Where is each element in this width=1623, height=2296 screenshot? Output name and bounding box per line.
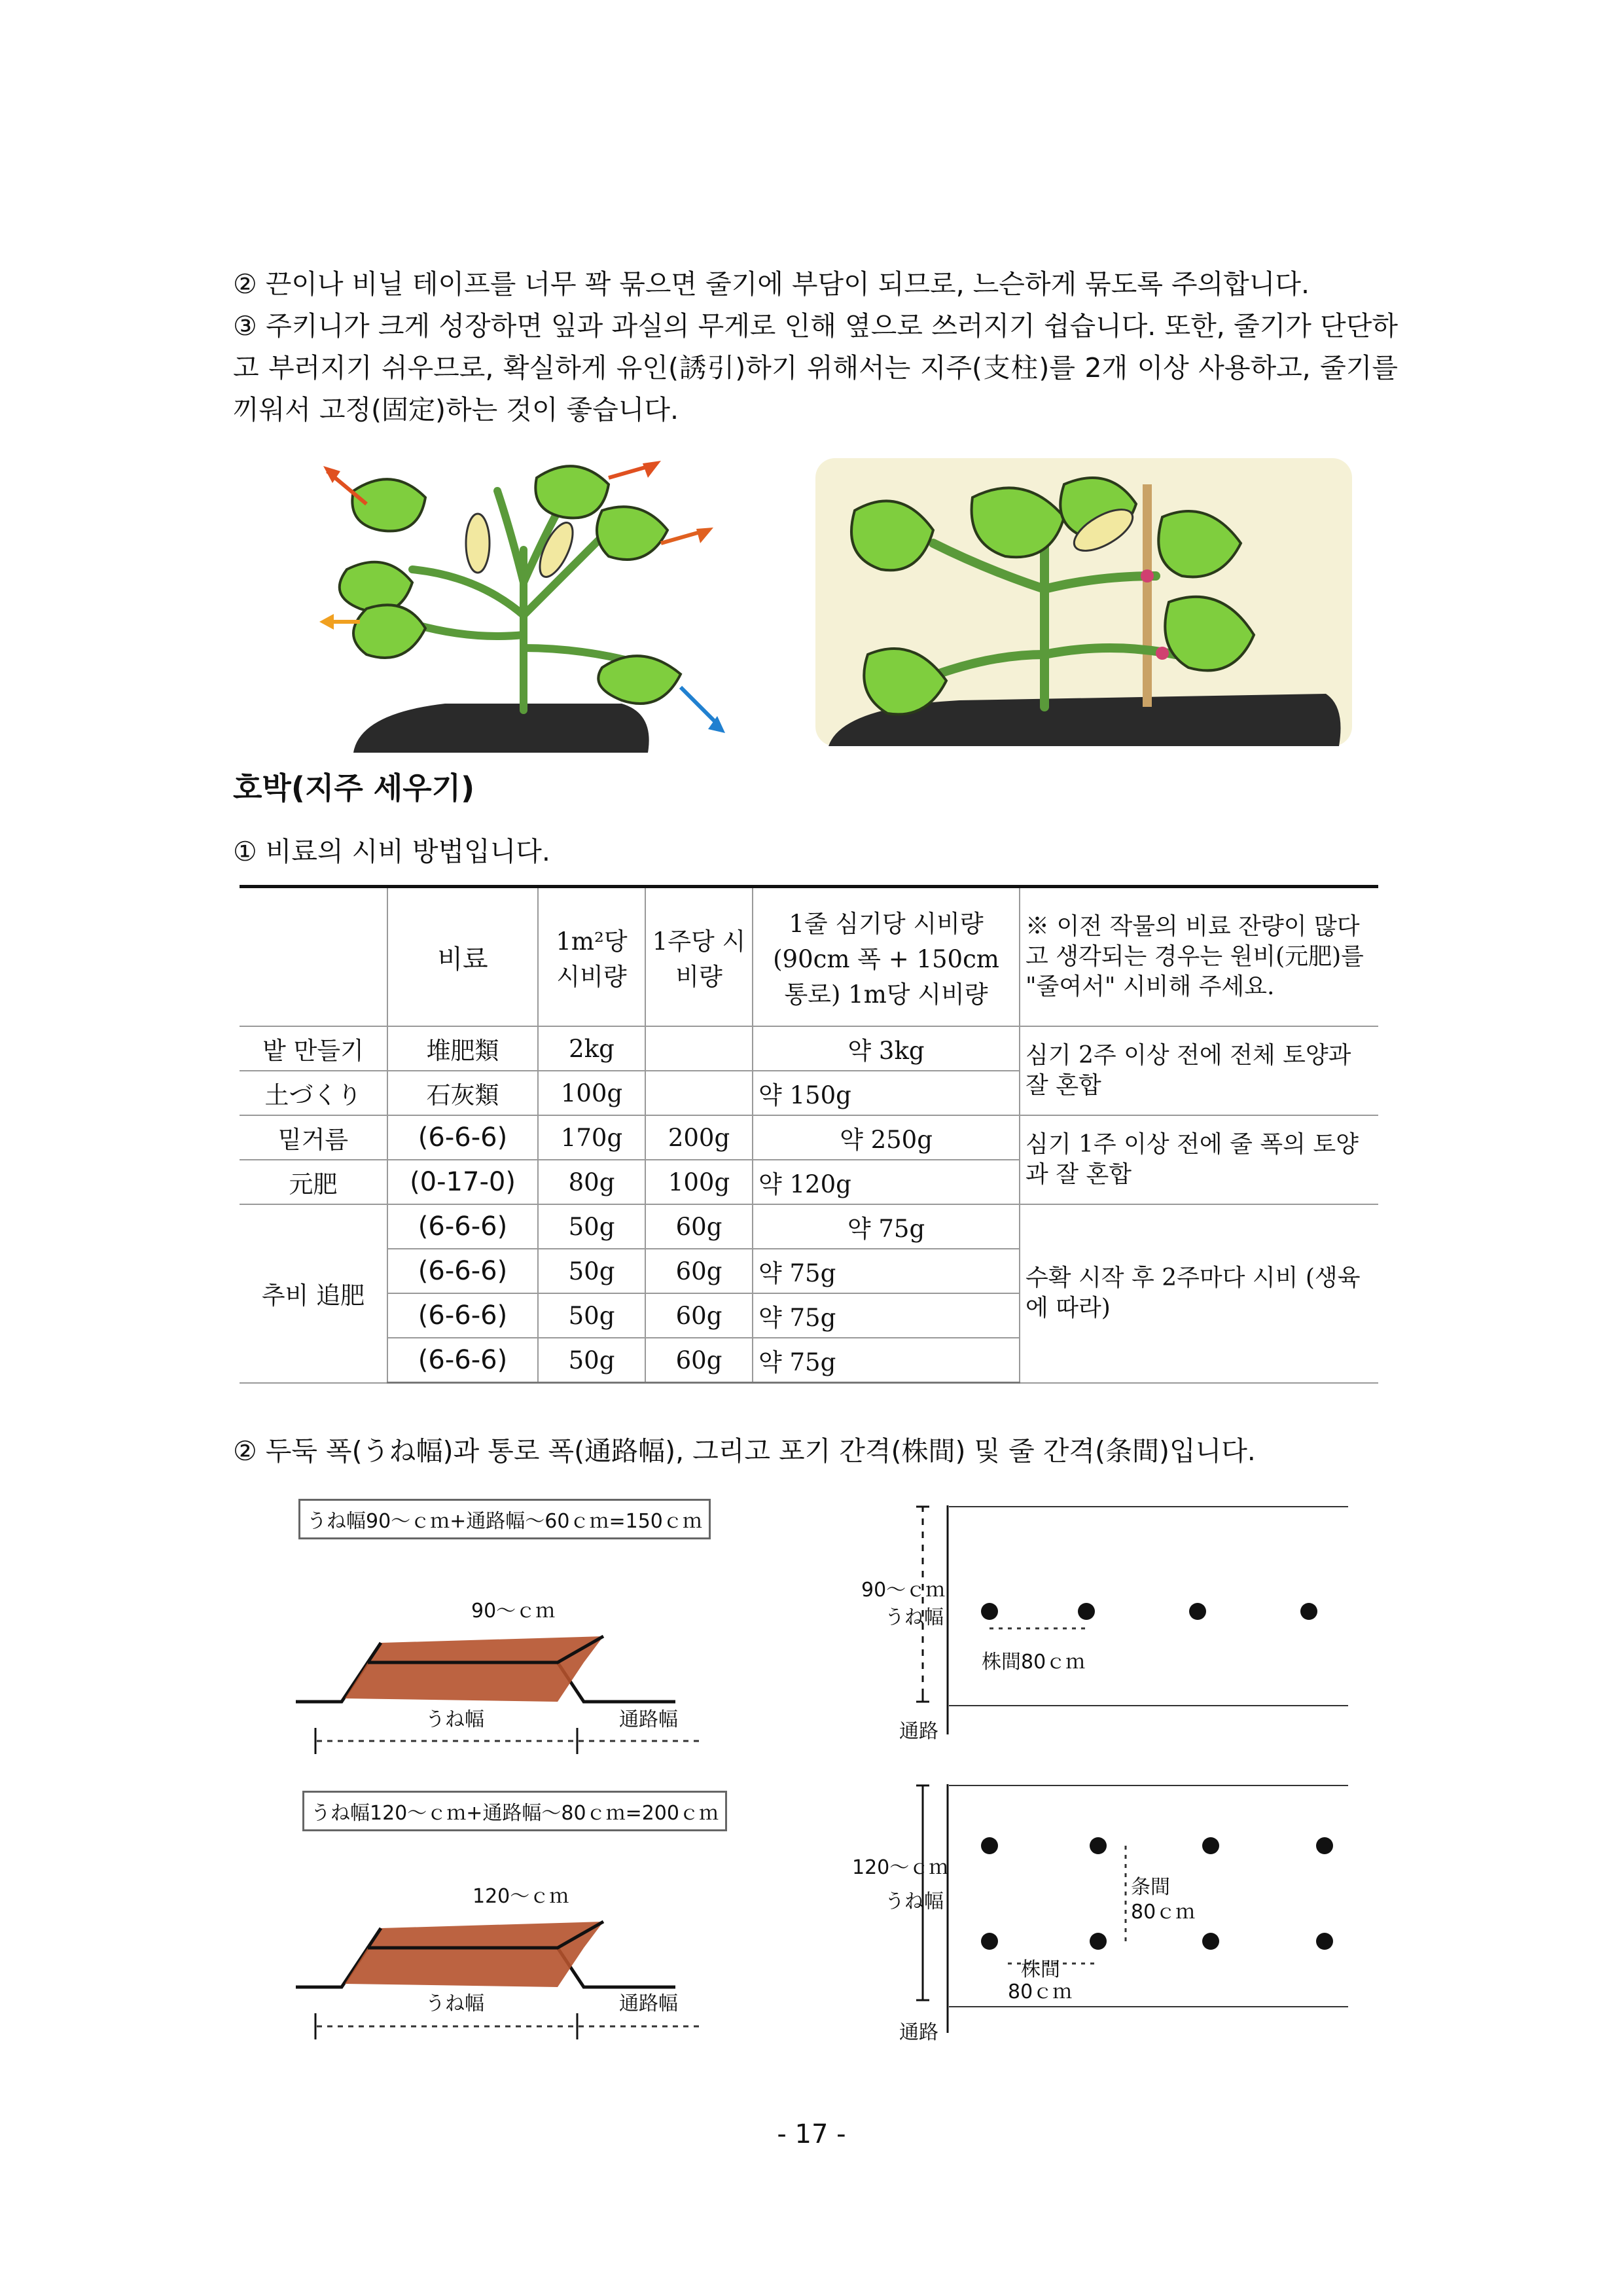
- header-category: [240, 887, 387, 1027]
- row-category: 밑거름: [240, 1115, 387, 1160]
- note-base: 심기 1주 이상 전에 줄 폭의 토양과 잘 혼합: [1020, 1115, 1378, 1204]
- row-per-plant: 60g: [645, 1293, 753, 1338]
- row-per-m2: 2kg: [538, 1026, 645, 1071]
- row-per-row: 약 250g: [753, 1115, 1020, 1160]
- plan1-path-label: 通路: [899, 1720, 938, 1743]
- note-field-prep: 심기 2주 이상 전에 전체 토양과 잘 혼합: [1020, 1026, 1378, 1115]
- plan-view-1: [903, 1499, 1361, 1748]
- row-per-m2: 50g: [538, 1338, 645, 1383]
- path-label-2: 通路幅: [619, 1992, 678, 2015]
- row-category: 土づくり: [240, 1071, 387, 1115]
- row-per-row: 약 75g: [753, 1338, 1020, 1383]
- fert-heading: ① 비료의 시비 방법입니다.: [233, 836, 550, 867]
- table-header-row: [240, 887, 1378, 1027]
- row-per-plant: 100g: [645, 1160, 753, 1204]
- path-label-1: 通路幅: [619, 1708, 678, 1731]
- header-note: ※ 이전 작물의 비료 잔량이 많다고 생각되는 경우는 원비(元肥)를 "줄여서" 시비해 주세요.: [1020, 887, 1378, 1027]
- row-per-plant: [645, 1026, 753, 1071]
- table-row: [240, 1204, 1378, 1249]
- ridge-formula-box-1: うね幅90～ｃｍ+通路幅～60ｃｍ=150ｃｍ: [298, 1499, 711, 1539]
- section-title: 호박(지주 세우기): [233, 770, 475, 806]
- paragraph-2: ② 끈이나 비닐 테이프를 너무 꽉 묶으면 줄기에 부담이 되므로, 느슨하게 묶도록 주의합니다.: [233, 268, 1310, 300]
- row-per-m2: 50g: [538, 1249, 645, 1293]
- row-per-row: 약 3kg: [753, 1026, 1020, 1071]
- plan1-width-label: 90～ｃｍ: [861, 1579, 946, 1602]
- row-per-plant: 60g: [645, 1338, 753, 1383]
- header-per-row: 1줄 심기당 시비량 (90cm 폭 + 150cm 통로) 1m당 시비량: [753, 887, 1020, 1027]
- table-row: [240, 1026, 1378, 1071]
- row-fertilizer: (6-6-6): [387, 1249, 538, 1293]
- row-per-row: 약 75g: [753, 1249, 1020, 1293]
- zucchini-arrows-illustration: [314, 452, 733, 753]
- fertilizer-table: [240, 885, 1378, 1384]
- row-per-m2: 50g: [538, 1204, 645, 1249]
- row-fertilizer: (6-6-6): [387, 1338, 538, 1383]
- zucchini-stake-illustration: [815, 458, 1352, 746]
- row-per-plant: 60g: [645, 1249, 753, 1293]
- row-fertilizer: 石灰類: [387, 1071, 538, 1115]
- paragraph-3: ③ 주키니가 크게 성장하면 잎과 과실의 무게로 인해 옆으로 쓰러지기 쉽습니다. 또한, 줄기가 단단하고 부러지기 쉬우므로, 확실하게 유인(誘引)하기 위해서는 지주(支柱)를 2개 이상 사용하고, 줄기를 끼워서 고정(固定)하는 것이 좋습니다.: [233, 310, 1398, 425]
- row-fertilizer: (0-17-0): [387, 1160, 538, 1204]
- row-per-row: 약 75g: [753, 1293, 1020, 1338]
- row-per-row: 약 75g: [753, 1204, 1020, 1249]
- ridge-top-width-2: 120～ｃｍ: [473, 1885, 569, 1908]
- row-per-row: 약 120g: [753, 1160, 1020, 1204]
- plan2-plant-value: 80ｃｍ: [1008, 1981, 1073, 2003]
- row-per-m2: 100g: [538, 1071, 645, 1115]
- row-fertilizer: 堆肥類: [387, 1026, 538, 1071]
- spacing-heading: ② 두둑 폭(うね幅)과 통로 폭(通路幅), 그리고 포기 간격(株間) 및 줄 간격(条間)입니다.: [233, 1435, 1256, 1467]
- note-topdress: 수확 시작 후 2주마다 시비 (생육에 따라): [1020, 1204, 1378, 1383]
- row-fertilizer: (6-6-6): [387, 1204, 538, 1249]
- header-per-plant: 1주당 시비량: [645, 887, 753, 1027]
- table-row: [240, 1115, 1378, 1160]
- plan2-ridge-label: うね幅: [885, 1890, 944, 1913]
- row-fertilizer: (6-6-6): [387, 1293, 538, 1338]
- plan2-row-label: 条間: [1131, 1876, 1170, 1899]
- row-category-topdress: 추비 追肥: [240, 1204, 387, 1383]
- header-fertilizer: 비료: [387, 887, 538, 1027]
- plan1-ridge-label: うね幅: [885, 1606, 944, 1629]
- body-text: [233, 263, 1398, 431]
- plan1-spacing-label: 株間80ｃｍ: [982, 1651, 1086, 1674]
- row-per-m2: 170g: [538, 1115, 645, 1160]
- plan2-width-label: 120～ｃｍ: [852, 1856, 949, 1879]
- row-category: 元肥: [240, 1160, 387, 1204]
- ridge-formula-box-2: うね幅120～ｃｍ+通路幅～80ｃｍ=200ｃｍ: [302, 1791, 727, 1831]
- plan2-plant-label: 株間: [1021, 1958, 1060, 1981]
- row-category: 밭 만들기: [240, 1026, 387, 1071]
- ridge-top-width-1: 90～ｃｍ: [471, 1600, 556, 1623]
- row-per-plant: [645, 1071, 753, 1115]
- row-per-plant: 60g: [645, 1204, 753, 1249]
- plan2-path-label: 通路: [899, 2021, 938, 2044]
- row-per-row: 약 150g: [753, 1071, 1020, 1115]
- row-per-m2: 50g: [538, 1293, 645, 1338]
- plan2-row-value: 80ｃｍ: [1131, 1901, 1196, 1924]
- ridge-label-1: うね幅: [425, 1708, 484, 1731]
- row-fertilizer: (6-6-6): [387, 1115, 538, 1160]
- page-number: - 17 -: [777, 2119, 846, 2149]
- row-per-m2: 80g: [538, 1160, 645, 1204]
- ridge-label-2: うね幅: [425, 1992, 484, 2015]
- row-per-plant: 200g: [645, 1115, 753, 1160]
- header-per-m2: 1m²당 시비량: [538, 887, 645, 1027]
